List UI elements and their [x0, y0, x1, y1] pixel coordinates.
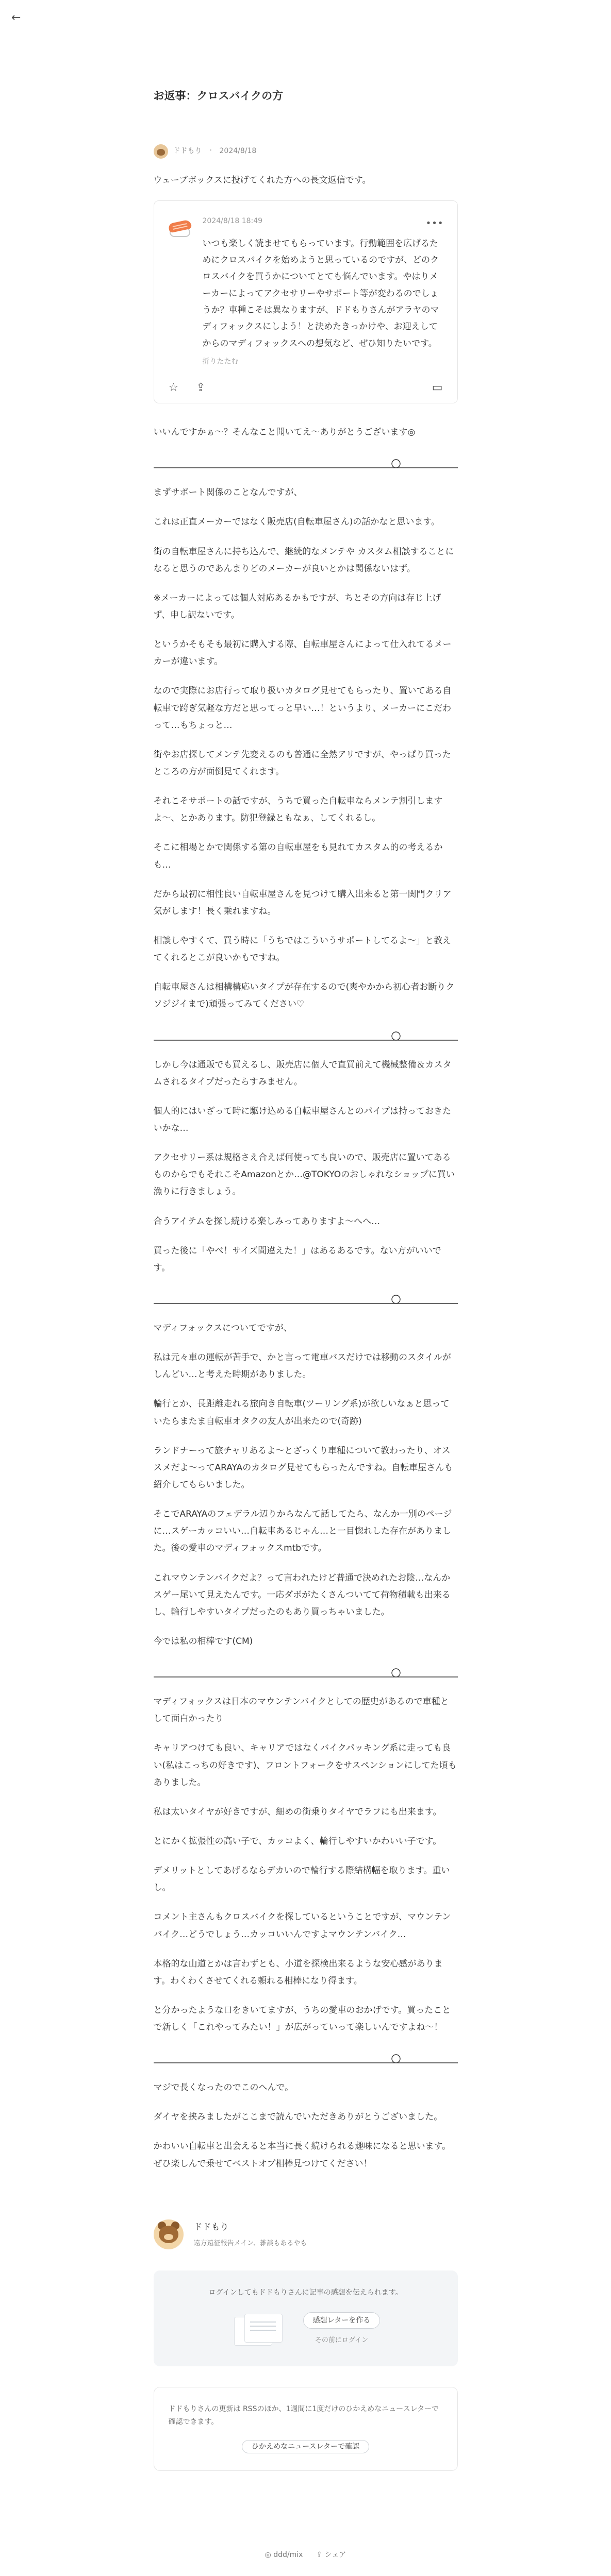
- body-paragraph: 輪行とか、長距離走れる旅向き自転車(ツーリング系)が欲しいなぁと思っていたらまたま自転車オタクの友人が出来たので(奇跡): [153, 1399, 450, 1427]
- author-avatar[interactable]: [154, 144, 168, 159]
- body-paragraph: 私は太いタイヤが好きですが、細めの街乗りタイヤでラフにも出来ます。: [153, 1806, 442, 1817]
- bicycle-divider: [154, 1290, 458, 1308]
- sushi-icon: [168, 216, 192, 241]
- letter-card: [154, 2270, 458, 2366]
- bear-avatar[interactable]: [154, 2219, 184, 2249]
- body-paragraph: キャリアつけても良い、キャリアではなくバイクパッキング系に走っても良い(私はこっちの好きです)、フロントフォークをサスペンションにしてた頃もありました。: [153, 1743, 457, 1788]
- body-paragraph: 買った後に「やべ！サイズ間違えた！」はあるあるです。ない方がいいです。: [153, 1245, 441, 1273]
- newsletter-button[interactable]: ひかえめなニュースレターで確認: [242, 2440, 369, 2453]
- more-menu-icon[interactable]: •••: [425, 217, 444, 229]
- body-paragraph: マジで長くなったのでこのへんで。: [153, 2082, 294, 2093]
- reaction-count[interactable]: ◎ ddd/mix: [265, 2551, 303, 2560]
- star-icon[interactable]: ☆: [168, 381, 179, 395]
- body-paragraph: アクセサリー系は規格さえ合えば何使っても良いので、販売店に置いてあるものからでもそれこそAmazonとか…@TOKYOのおしゃれなショップに買い漁りに行きましょう。: [153, 1153, 455, 1197]
- write-letter-button[interactable]: 感想レターを作る: [303, 2312, 380, 2329]
- body-paragraph: コメント主さんもクロスバイクを探しているということですが、マウンテンバイク…どうでしょう…カッコいいんですよマウンテンバイク…: [153, 1912, 451, 1940]
- body-paragraph: と分かったような口をきいてますが、うちの愛車のおかげです。買ったことで新しく「これやってみたい！」が広がっていって楽しいんですよね〜！: [153, 2005, 451, 2033]
- body-paragraph: そこでARAYAのフェデラル辺りからなんて話してたら、なんか一別のページに…スゲーカッコいい…自転車あるじゃん…と一目惚れした存在がありました。後の愛車のマディフォックスmtbです。: [153, 1509, 452, 1554]
- body-paragraph: というかそもそも最初に購入する際、自転車屋さんによって仕入れてるメーカーが違います。: [153, 639, 452, 667]
- article-container: [154, 88, 458, 2562]
- bicycle-divider: [154, 1027, 458, 1044]
- author-name[interactable]: ドドもり: [173, 146, 202, 155]
- article-body: [154, 424, 458, 2173]
- article-meta: [154, 144, 458, 159]
- body-paragraph: これマウンテンバイクだよ？って言われたけど普通で決めれたお陰…なんかスゲー尾いて見えたんです。一応ダボがたくさんついてて荷物積載も出来るし、輪行しやすいタイプだったのもあり買っちゃいました。: [153, 1572, 451, 1617]
- lead-paragraph: ウェーブボックスに投げてくれた方への長文返信です。: [153, 175, 371, 185]
- body-paragraph: なので実際にお店行って取り扱いカタログ見せてもらったり、置いてある自転車で跨ぎ気軽な方だと思ってっと早い…！というより、メーカーにこだわって…もちょっと…: [153, 686, 452, 731]
- bicycle-divider: [154, 2049, 458, 2067]
- body-paragraph: 街の自転車屋さんに持ち込んで、継続的なメンテや カスタム相談することになると思うのであんまりどのメーカーが良いとかは関係ないはず。: [153, 546, 454, 574]
- body-paragraph: 私は元々車の運転が苦手で、かと言って電車バスだけでは移動のスタイルがしんどい…と考えた時期がありました。: [153, 1352, 451, 1380]
- letter-illustration-icon: [231, 2312, 288, 2348]
- share-icon[interactable]: ⇪: [196, 381, 206, 395]
- body-paragraph: ランドナーって旅チャリあるよ〜とざっくり車種について教わったり、オススメだよ〜ってARAYAのカタログ見せてもらったんですね。自転車屋さんも紹介してもらいました。: [153, 1445, 453, 1490]
- body-paragraph: 街やお店探してメンテ先変えるのも普通に全然アリですが、やっぱり買ったところの方が面倒見てくれます。: [153, 749, 451, 777]
- share-row: [154, 2548, 458, 2562]
- bicycle-divider: [154, 1664, 458, 1681]
- body-paragraph: マディフォックスは日本のマウンテンバイクとしての歴史があるので車種として面白かったり: [153, 1697, 449, 1724]
- body-paragraph: 合うアイテムを探し続ける楽しみってありますよ〜へへ…: [153, 1216, 381, 1227]
- body-paragraph: 今では私の相棒です(CM): [153, 1636, 253, 1647]
- author-profile[interactable]: [154, 2219, 458, 2250]
- article-date: 2024/8/18: [219, 146, 257, 155]
- reply-date: 2024/8/18 18:49: [202, 216, 263, 225]
- body-paragraph: そこに相場とかで関係する第の自転車屋をも見れてカスタム的の考えるかも…: [153, 842, 443, 870]
- body-paragraph: 相談しやすくて、買う時に「うちではこういうサポートしてるよ〜」と教えてくれるとこが良いかもですね。: [153, 936, 451, 963]
- body-paragraph: とにかく拡張性の高い子で、カッコよく、輪行しやすいかわいい子です。: [153, 1836, 442, 1846]
- share-button[interactable]: ⇪ シェア: [316, 2551, 346, 2560]
- body-paragraph: しかし今は通販でも買えるし、販売店に個人で直買前えて機械整備＆カスタムされるタイプだったらすみません。: [153, 1059, 452, 1087]
- author-profile-desc: 遠方遠征報告メイン、雑談もあるやも: [193, 2239, 307, 2247]
- body-paragraph: これは正直メーカーではなく販売店(自転車屋さん)の話かなと思います。: [153, 517, 440, 528]
- body-paragraph: ダイヤを挟みましたがここまで読んでいただきありがとうございました。: [153, 2112, 443, 2123]
- bicycle-divider: [154, 454, 458, 472]
- author-profile-name[interactable]: ドドもり: [193, 2222, 229, 2232]
- body-paragraph: だから最初に相性良い自転車屋さんを見つけて購入出来ると第一関門クリア気がします！長く乗れますね。: [153, 889, 452, 917]
- newsletter-card: [154, 2387, 458, 2471]
- body-paragraph: 個人的にはいざって時に駆け込める自転車屋さんとのパイプは持っておきたいかな…: [153, 1106, 451, 1133]
- newsletter-message: ドドもりさんの更新は RSSのほか、1週間に1度だけのひかえめなニュースレターで確認できます。: [168, 2404, 439, 2426]
- page-title: お返事：クロスバイクの方: [153, 90, 284, 102]
- body-paragraph: 自転車屋さんは相構構応いタイプが存在するので(爽やかから初心者お断りクソジジイまで)頑張ってみてください♡: [153, 982, 455, 1010]
- wavebox-reply-card: [154, 200, 458, 403]
- body-paragraph: まずサポート関係のことなんですが、: [153, 487, 303, 498]
- reply-message: いつも楽しく読ませてもらっています。行動範囲を広げるためにクロスバイクを始めようと思っているのですが、どのクロスバイクを買うかについてとても悩んでいます。やはりメーカーによってアクセサリーやサポート等が変わるのでしょうか？車種こそは異なりますが、ドドもりさんがアラヤのマディフォックスにしよう！と決めたきっかけや、お迎えしてからのマディフォックスへの想気など、ぜひ知りたいです。: [202, 238, 439, 349]
- login-link[interactable]: その前にログイン: [315, 2336, 369, 2345]
- body-paragraph: いいんですかぁ〜？そんなこと聞いてえ〜ありがとうございます◎: [153, 427, 416, 438]
- letter-card-message: ログインしてもドドもりさんに記事の感想を伝えられます。: [208, 2289, 403, 2297]
- body-paragraph: それこそサポートの話ですが、うちで買った自転車ならメンテ割引しますよ〜、とかあります。防犯登録ともなぁ、してくれるし。: [153, 796, 443, 824]
- body-paragraph: かわいい自転車と出会えると本当に長く続けられる趣味になると思います。ぜひ楽しんで乗せてベストオブ相棒見つけてください！: [153, 2141, 451, 2169]
- body-paragraph: マディフォックスについてですが、: [153, 1323, 292, 1333]
- body-paragraph: 本格的な山道とかは言わずとも、小道を探検出来るような安心感があります。わくわくさせてくれる頼れる相棒になり得ます。: [153, 1958, 443, 1986]
- body-paragraph: デメリットとしてあげるならデカいので輪行する際結構幅を取ります。重いし。: [153, 1866, 450, 1893]
- back-arrow-icon[interactable]: ←: [11, 11, 21, 24]
- meta-separator: ・: [207, 146, 214, 155]
- comment-icon[interactable]: ▭: [432, 381, 443, 395]
- fold-link[interactable]: 折りたたむ: [202, 357, 239, 366]
- body-paragraph: ※メーカーによっては個人対応あるかもですが、ちとその方向は存じ上げず、申し訳ないです。: [153, 592, 441, 621]
